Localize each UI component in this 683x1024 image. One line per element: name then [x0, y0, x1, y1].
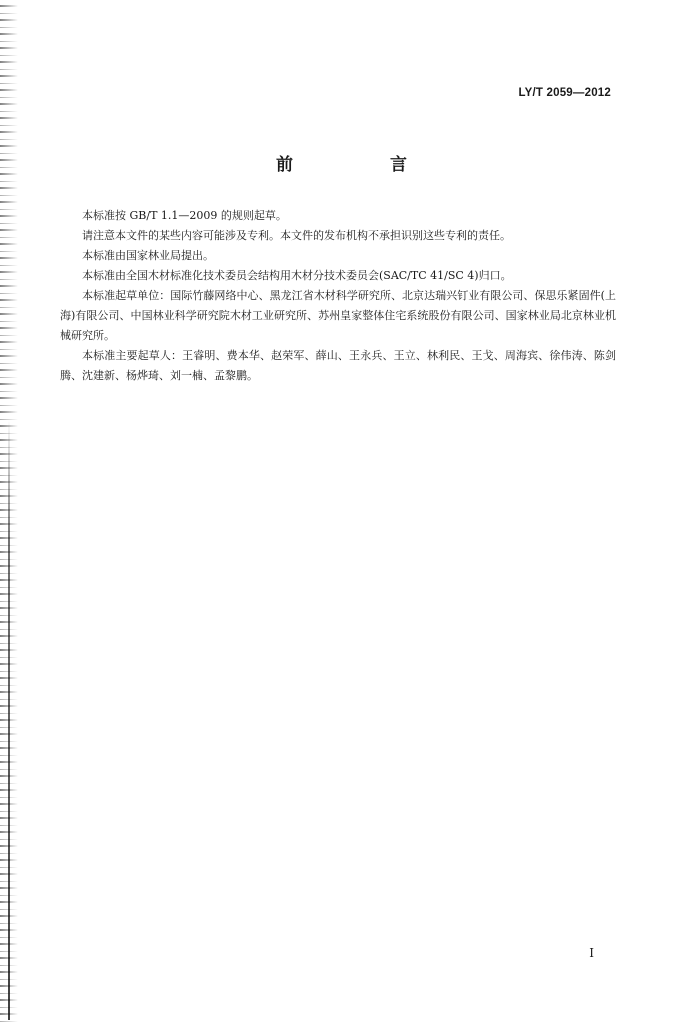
paragraph-drafting-rule: 本标准按 GB/T 1.1—2009 的规则起草。: [82, 209, 287, 222]
paragraph-drafters: 本标准主要起草人：王睿明、费本华、赵荣军、薛山、王永兵、王立、林利民、王戈、周海宾、徐伟涛、陈剑腾、沈建新、杨烨琦、刘一楠、孟黎鹏。: [60, 349, 616, 382]
foreword-body: [60, 206, 616, 386]
scan-edge-line: [8, 420, 10, 1020]
page-title: 前 言: [276, 155, 447, 175]
paragraph-drafting-units: 本标准起草单位：国际竹藤网络中心、黑龙江省木材科学研究所、北京达瑞兴钉业有限公司、保思乐紧固件(上海)有限公司、中国林业科学研究院木材工业研究所、苏州皇家整体住宅系统股份有限公司、国家林业局北京林业机械研究所。: [60, 289, 616, 342]
standard-code: LY/T 2059—2012: [518, 87, 611, 99]
paragraph-patent-notice: 请注意本文件的某些内容可能涉及专利。本文件的发布机构不承担识别这些专利的责任。: [82, 229, 511, 242]
page-number: I: [589, 946, 594, 960]
paragraph-proposer: 本标准由国家林业局提出。: [82, 249, 214, 262]
paragraph-committee: 本标准由全国木材标准化技术委员会结构用木材分技术委员会(SAC/TC 41/SC 4)归口。: [82, 269, 512, 282]
